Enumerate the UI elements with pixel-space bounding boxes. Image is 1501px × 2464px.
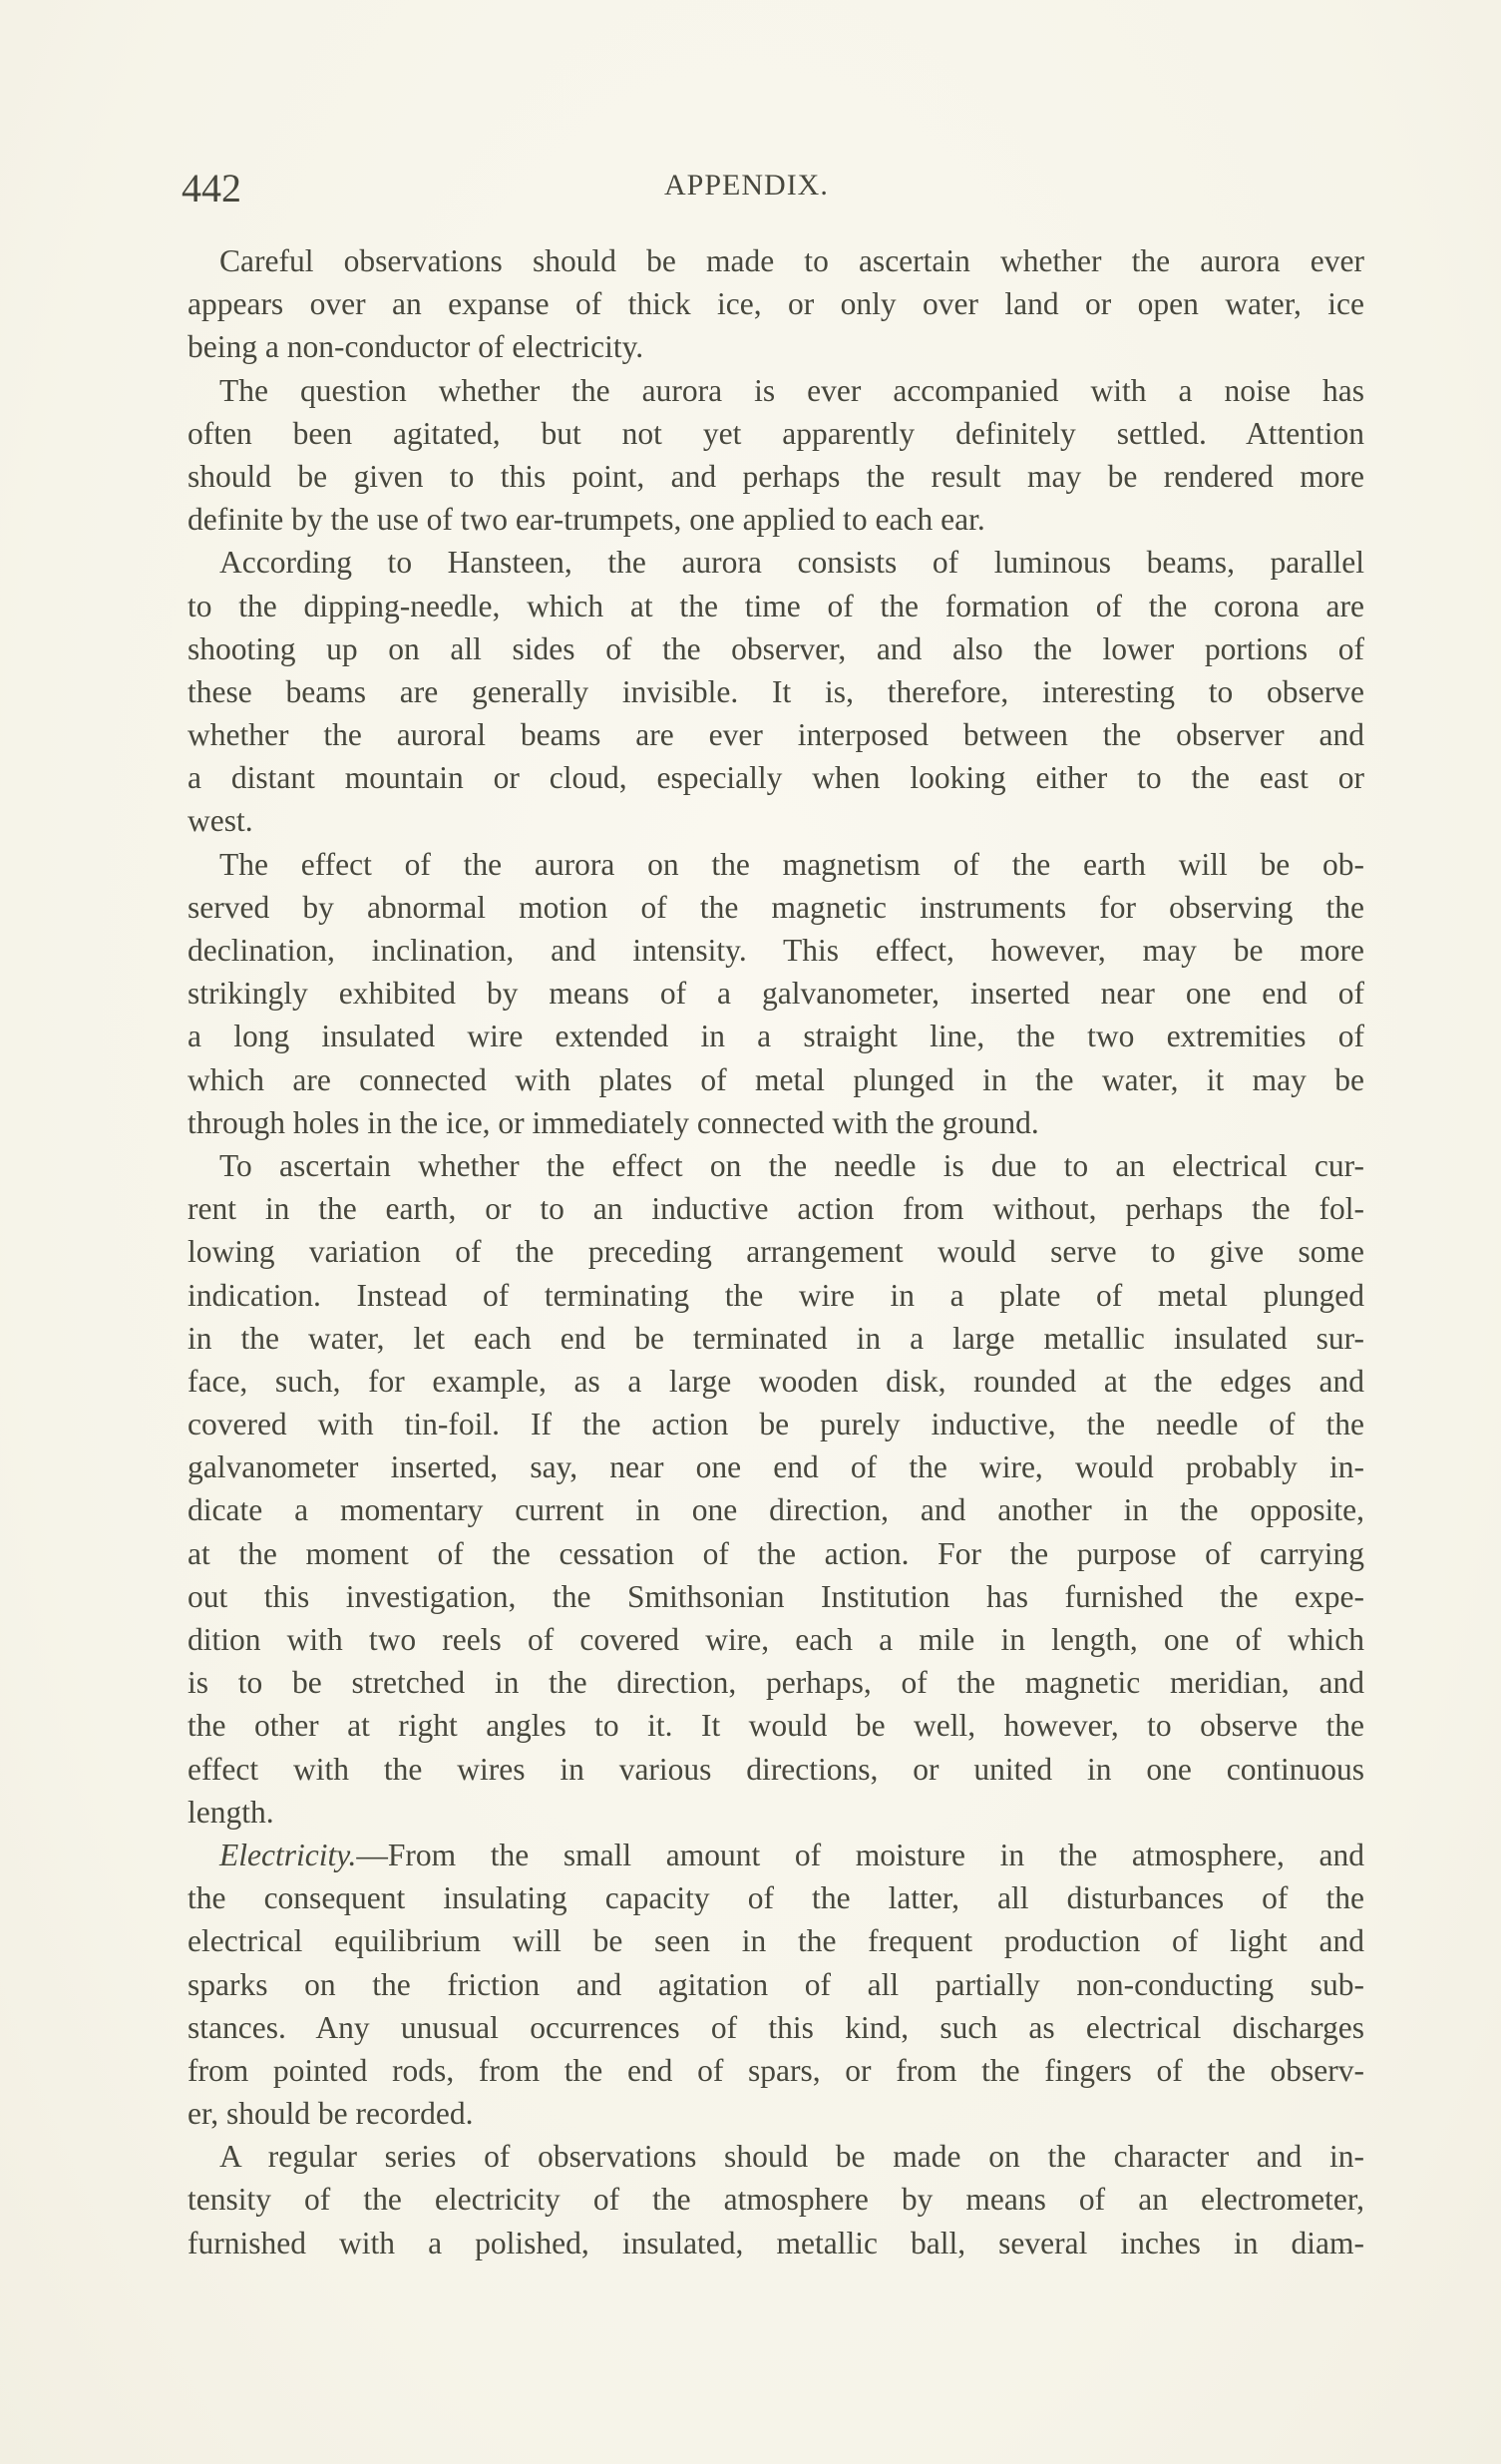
running-head <box>182 165 1364 214</box>
text-line: west. <box>188 803 253 839</box>
paragraph-magnetism <box>188 843 1364 1144</box>
text-line: face, such, for example, as a large wooden disk, rounded at the edges and <box>188 1363 1364 1399</box>
text-line: covered with tin-foil. If the action be purely inductive, the needle of the <box>188 1407 1364 1442</box>
paragraph-electricity <box>188 1834 1364 2135</box>
text-line: these beams are generally invisible. It is, therefore, interesting to observe <box>188 673 1364 709</box>
text-line: galvanometer inserted, say, near one end of the wire, would probably in- <box>188 1449 1364 1485</box>
text-line: a distant mountain or cloud, especially when looking either to the east or <box>188 760 1364 796</box>
text-line: A regular series of observations should be made on the character and in- <box>219 2139 1364 2175</box>
text-line: the other at right angles to it. It would be well, however, to observe the <box>188 1708 1364 1744</box>
text-line: Careful observations should be made to ascertain whether the aurora ever <box>219 243 1364 278</box>
text-run: —From the small amount of moisture in the atmosphere, and <box>356 1837 1364 1872</box>
text-line: in the water, let each end be terminated in a large metallic insulated sur- <box>188 1320 1364 1356</box>
text-line: lowing variation of the preceding arrangement would serve to give some <box>188 1234 1364 1270</box>
text-line: length. <box>188 1794 274 1830</box>
text-line: effect with the wires in various directions, or united in one continuous <box>188 1751 1364 1787</box>
text-line: tensity of the electricity of the atmosphere by means of an electrometer, <box>188 2182 1364 2218</box>
text-line: a long insulated wire extended in a straight line, the two extremities of <box>188 1019 1364 1054</box>
text-line: er, should be recorded. <box>188 2096 474 2132</box>
text-line <box>188 1834 1364 1876</box>
text-line: should be given to this point, and perhaps the result may be rendered more <box>188 458 1364 494</box>
text-line: definite by the use of two ear-trumpets, one applied to each ear. <box>188 502 985 538</box>
text-line: According to Hansteen, the aurora consists of luminous beams, parallel <box>219 545 1364 581</box>
text-line: The question whether the aurora is ever accompanied with a noise has <box>219 372 1364 408</box>
section-heading-electricity: Electricity. <box>219 1837 357 1872</box>
paragraph-aurora-ice <box>188 239 1364 369</box>
paragraph-electrical-current <box>188 1144 1364 1834</box>
paragraph-aurora-noise <box>188 369 1364 542</box>
text-line: through holes in the ice, or immediately connected with the ground. <box>188 1104 1039 1140</box>
text-line: is to be stretched in the direction, perhaps, of the magnetic meridian, and <box>188 1665 1364 1701</box>
text-line: from pointed rods, from the end of spars, or from the fingers of the observ- <box>188 2052 1364 2088</box>
text-line: dicate a momentary current in one direction, and another in the opposite, <box>188 1492 1364 1528</box>
text-line: at the moment of the cessation of the action. For the purpose of carrying <box>188 1535 1364 1571</box>
text-line: shooting up on all sides of the observer, and also the lower portions of <box>188 630 1364 666</box>
text-line: which are connected with plates of metal plunged in the water, it may be <box>188 1061 1364 1097</box>
paragraph-hansteen <box>188 541 1364 842</box>
text-line: rent in the earth, or to an inductive action from without, perhaps the fol- <box>188 1191 1364 1227</box>
text-line: dition with two reels of covered wire, each a mile in length, one of which <box>188 1622 1364 1657</box>
text-line: indication. Instead of terminating the wire in a plate of metal plunged <box>188 1277 1364 1313</box>
text-line: appears over an expanse of thick ice, or only over land or open water, ice <box>188 286 1364 322</box>
text-line: stances. Any unusual occurrences of this kind, such as electrical discharges <box>188 2009 1364 2045</box>
text-line: The effect of the aurora on the magnetism of the earth will be ob- <box>219 846 1364 882</box>
paragraph-electrometer <box>188 2135 1364 2264</box>
text-line: declination, inclination, and intensity. This effect, however, may be more <box>188 933 1364 968</box>
text-line: to the dipping-needle, which at the time of the formation of the corona are <box>188 588 1364 623</box>
running-title: APPENDIX. <box>664 169 829 202</box>
page-number: 442 <box>182 166 241 210</box>
text-line: To ascertain whether the effect on the needle is due to an electrical cur- <box>219 1147 1364 1183</box>
text-line: strikingly exhibited by means of a galvanometer, inserted near one end of <box>188 976 1364 1012</box>
text-line: often been agitated, but not yet apparently definitely settled. Attention <box>188 415 1364 451</box>
text-line: out this investigation, the Smithsonian Institution has furnished the expe- <box>188 1578 1364 1614</box>
text-line: furnished with a polished, insulated, metallic ball, several inches in diam- <box>188 2225 1364 2260</box>
text-line: the consequent insulating capacity of the latter, all disturbances of the <box>188 1880 1364 1916</box>
text-line: electrical equilibrium will be seen in the frequent production of light and <box>188 1923 1364 1959</box>
text-line: sparks on the friction and agitation of all partially non-conducting sub- <box>188 1966 1364 2002</box>
text-line: whether the auroral beams are ever interposed between the observer and <box>188 717 1364 753</box>
text-line: served by abnormal motion of the magnetic instruments for observing the <box>188 889 1364 925</box>
text-line: being a non-conductor of electricity. <box>188 329 644 365</box>
body-text <box>188 239 1364 2264</box>
